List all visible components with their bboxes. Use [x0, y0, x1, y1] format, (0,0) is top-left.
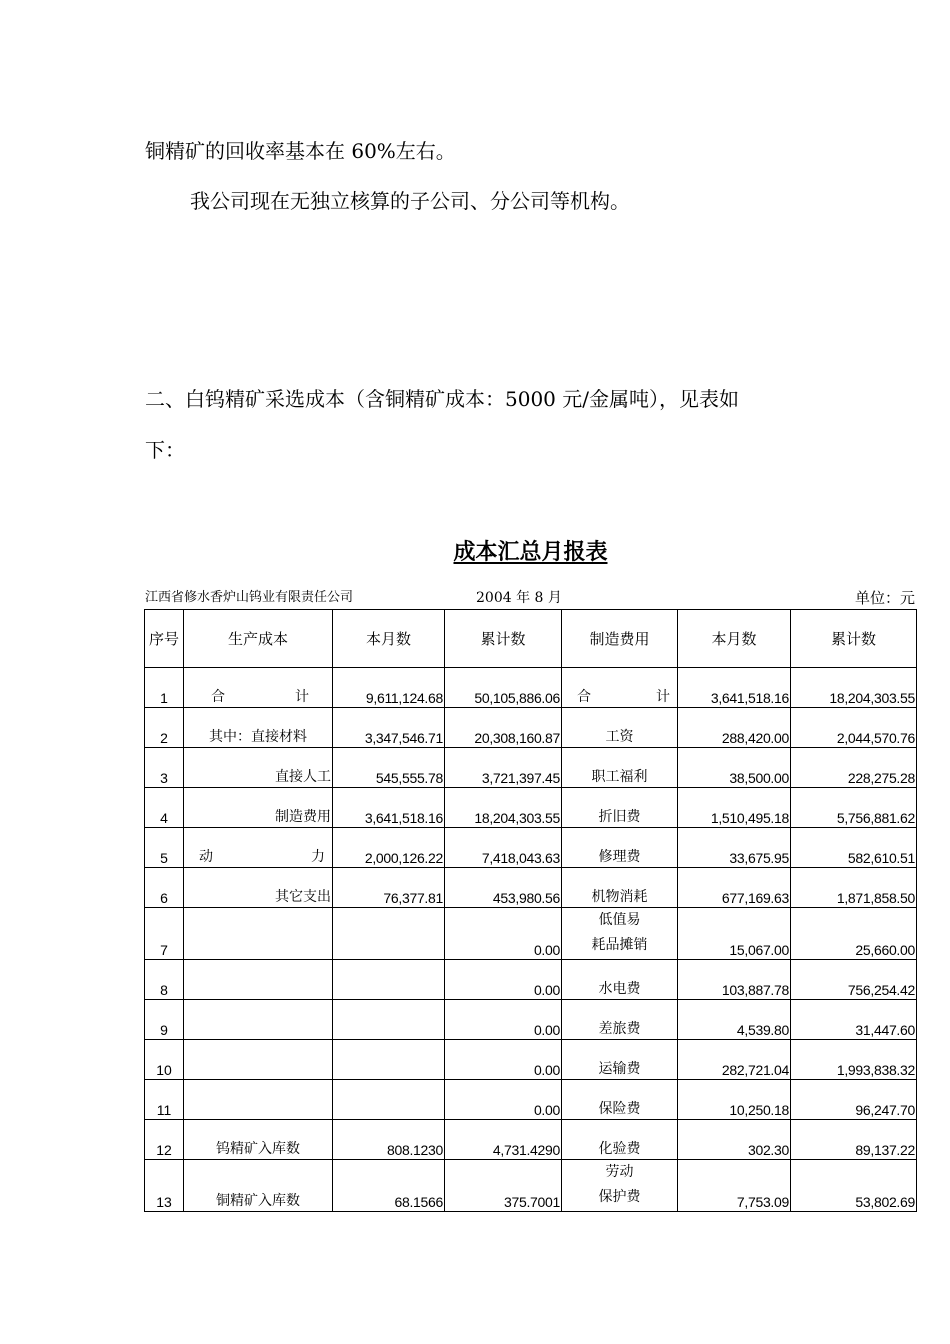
month-amount-a: 2,000,126.22: [333, 828, 445, 868]
cost-summary-table: [144, 609, 917, 1212]
cumulative-amount-b: 89,137.22: [791, 1120, 917, 1160]
production-cost-item: [184, 1000, 333, 1040]
row-index: 10: [145, 1040, 184, 1080]
item-label-line2: 保护费: [598, 1189, 641, 1205]
cumulative-amount-a: 0.00: [445, 960, 562, 1000]
spaced-label: 合 计: [577, 689, 670, 705]
row-index: 2: [145, 708, 184, 748]
currency-unit: 单位：元: [854, 589, 915, 607]
cumulative-amount-b: 31,447.60: [791, 1000, 917, 1040]
month-amount-b: 288,420.00: [678, 708, 791, 748]
month-amount-a: [333, 1080, 445, 1120]
paragraph-recovery-rate: 铜精矿的回收率基本在 60%左右。: [145, 139, 456, 163]
cumulative-amount-b: 1,993,838.32: [791, 1040, 917, 1080]
production-cost-item: [184, 1080, 333, 1120]
production-cost-item: 其它支出: [184, 868, 333, 908]
month-amount-a: 68.1566: [333, 1160, 445, 1212]
cumulative-amount-a: 0.00: [445, 1000, 562, 1040]
cumulative-amount-a: 0.00: [445, 908, 562, 960]
paragraph-section-two-line1: 二、白钨精矿采选成本（含铜精矿成本：5000 元/金属吨），见表如: [145, 387, 739, 411]
production-cost-item: [184, 908, 333, 960]
row-index: 12: [145, 1120, 184, 1160]
cumulative-amount-a: 20,308,160.87: [445, 708, 562, 748]
cumulative-amount-b: 53,802.69: [791, 1160, 917, 1212]
manufacturing-cost-item: 机物消耗: [562, 868, 678, 908]
table-row: [145, 668, 917, 708]
table-row: [145, 1040, 917, 1080]
cumulative-amount-a: 3,721,397.45: [445, 748, 562, 788]
production-cost-item: 铜精矿入库数: [184, 1160, 333, 1212]
month-amount-a: 3,641,518.16: [333, 788, 445, 828]
report-title: [145, 537, 916, 567]
cumulative-amount-a: 50,105,886.06: [445, 668, 562, 708]
production-cost-item: [184, 668, 333, 708]
report-period: 2004 年 8 月: [476, 590, 562, 606]
row-index: 7: [145, 908, 184, 960]
manufacturing-cost-item: [562, 668, 678, 708]
manufacturing-cost-item: 职工福利: [562, 748, 678, 788]
manufacturing-cost-item: 差旅费: [562, 1000, 678, 1040]
month-amount-b: 38,500.00: [678, 748, 791, 788]
item-label-line1: 低值易: [598, 912, 641, 928]
row-index: 11: [145, 1080, 184, 1120]
row-index: 6: [145, 868, 184, 908]
production-cost-item: [184, 828, 333, 868]
header-index: 序号: [145, 610, 184, 668]
spaced-label: 合 计: [211, 689, 309, 705]
item-label-line1: 劳动: [605, 1164, 634, 1180]
table-row: [145, 960, 917, 1000]
cumulative-amount-a: 453,980.56: [445, 868, 562, 908]
month-amount-a: 76,377.81: [333, 868, 445, 908]
production-cost-item: 其中：直接材料: [184, 708, 333, 748]
row-index: 4: [145, 788, 184, 828]
cumulative-amount-b: 582,610.51: [791, 828, 917, 868]
table-row: [145, 828, 917, 868]
table-row: [145, 748, 917, 788]
month-amount-a: [333, 960, 445, 1000]
table-row: [145, 908, 917, 960]
month-amount-b: 4,539.80: [678, 1000, 791, 1040]
month-amount-a: [333, 1000, 445, 1040]
table-row: [145, 1000, 917, 1040]
header-manufacturing-cost: 制造费用: [562, 610, 678, 668]
row-index: 9: [145, 1000, 184, 1040]
manufacturing-cost-item: 保险费: [562, 1080, 678, 1120]
cumulative-amount-b: 2,044,570.76: [791, 708, 917, 748]
row-index: 5: [145, 828, 184, 868]
table-row: [145, 1160, 917, 1212]
month-amount-b: 10,250.18: [678, 1080, 791, 1120]
table-row: [145, 788, 917, 828]
cumulative-amount-a: 0.00: [445, 1080, 562, 1120]
company-name: 江西省修水香炉山钨业有限责任公司: [145, 590, 354, 605]
month-amount-b: 1,510,495.18: [678, 788, 791, 828]
manufacturing-cost-item: 水电费: [562, 960, 678, 1000]
table-row: [145, 868, 917, 908]
cumulative-amount-b: 756,254.42: [791, 960, 917, 1000]
month-amount-a: 9,611,124.68: [333, 668, 445, 708]
month-amount-b: 15,067.00: [678, 908, 791, 960]
cumulative-amount-b: 25,660.00: [791, 908, 917, 960]
table-row: [145, 708, 917, 748]
manufacturing-cost-item: 修理费: [562, 828, 678, 868]
month-amount-b: 7,753.09: [678, 1160, 791, 1212]
month-amount-b: 103,887.78: [678, 960, 791, 1000]
row-index: 8: [145, 960, 184, 1000]
cumulative-amount-b: 18,204,303.55: [791, 668, 917, 708]
cumulative-amount-a: 18,204,303.55: [445, 788, 562, 828]
manufacturing-cost-item: 折旧费: [562, 788, 678, 828]
month-amount-b: 282,721.04: [678, 1040, 791, 1080]
spaced-label: 动 力: [199, 849, 325, 865]
row-index: 1: [145, 668, 184, 708]
production-cost-item: 制造费用: [184, 788, 333, 828]
paragraph-no-subsidiaries: 我公司现在无独立核算的子公司、分公司等机构。: [190, 189, 630, 213]
cumulative-amount-b: 5,756,881.62: [791, 788, 917, 828]
production-cost-item: [184, 960, 333, 1000]
production-cost-item: [184, 1040, 333, 1080]
production-cost-item: 钨精矿入库数: [184, 1120, 333, 1160]
month-amount-a: 545,555.78: [333, 748, 445, 788]
header-production-cost: 生产成本: [184, 610, 333, 668]
manufacturing-cost-item: 化验费: [562, 1120, 678, 1160]
month-amount-a: 3,347,546.71: [333, 708, 445, 748]
cumulative-amount-b: 96,247.70: [791, 1080, 917, 1120]
cumulative-amount-b: 1,871,858.50: [791, 868, 917, 908]
item-label-line2: 耗品摊销: [591, 937, 648, 953]
cumulative-amount-b: 228,275.28: [791, 748, 917, 788]
header-month-a: 本月数: [333, 610, 445, 668]
cumulative-amount-a: 0.00: [445, 1040, 562, 1080]
row-index: 3: [145, 748, 184, 788]
table-row: [145, 1080, 917, 1120]
header-cumulative-a: 累计数: [445, 610, 562, 668]
manufacturing-cost-item: [562, 908, 678, 960]
cumulative-amount-a: 375.7001: [445, 1160, 562, 1212]
month-amount-b: 302.30: [678, 1120, 791, 1160]
month-amount-a: [333, 1040, 445, 1080]
month-amount-b: 677,169.63: [678, 868, 791, 908]
manufacturing-cost-item: 工资: [562, 708, 678, 748]
report-title-text: 成本汇总月报表: [453, 539, 608, 565]
header-cumulative-b: 累计数: [791, 610, 917, 668]
month-amount-b: 3,641,518.16: [678, 668, 791, 708]
production-cost-item: 直接人工: [184, 748, 333, 788]
month-amount-a: [333, 908, 445, 960]
cumulative-amount-a: 4,731.4290: [445, 1120, 562, 1160]
manufacturing-cost-item: [562, 1160, 678, 1212]
month-amount-b: 33,675.95: [678, 828, 791, 868]
cumulative-amount-a: 7,418,043.63: [445, 828, 562, 868]
table-row: [145, 1120, 917, 1160]
manufacturing-cost-item: 运输费: [562, 1040, 678, 1080]
row-index: 13: [145, 1160, 184, 1212]
header-month-b: 本月数: [678, 610, 791, 668]
paragraph-section-two-line2: 下：: [145, 438, 185, 462]
table-header-row: [145, 610, 917, 668]
month-amount-a: 808.1230: [333, 1120, 445, 1160]
